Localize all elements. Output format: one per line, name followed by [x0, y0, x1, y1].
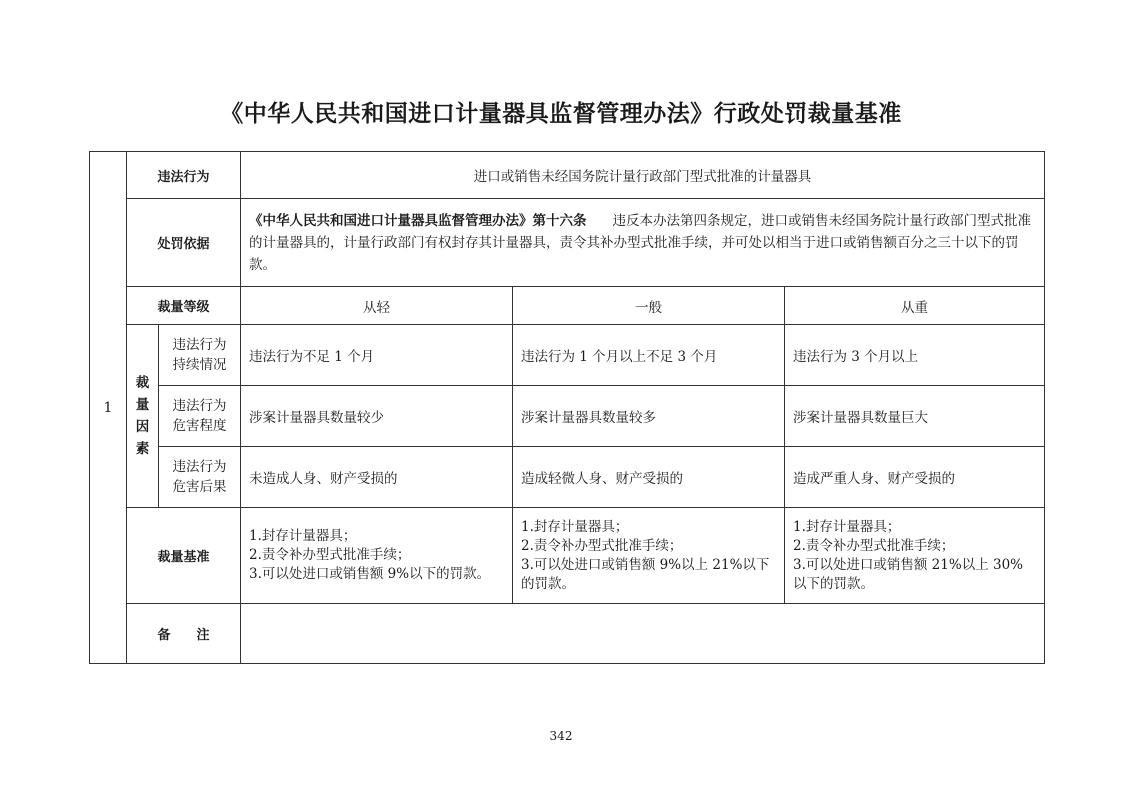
basis-body: 违反本办法第四条规定，进口或销售未经国务院计量行政部门型式批准的计量器具的，计量行政部门有权封存其计量器具，责令其补办型式批准手续，并可处以相当于进口或销售额百分之三十以下的罚款。	[249, 212, 1032, 273]
factor-severity-light: 涉案计量器具数量较少	[241, 386, 513, 447]
factor-consequence-general: 造成轻微人身、财产受损的	[513, 447, 785, 508]
factor-group-label: 裁 量 因 素	[127, 325, 159, 508]
level-light: 从轻	[241, 287, 513, 325]
remarks-row	[90, 604, 1045, 664]
standard-row	[90, 508, 1045, 604]
factor-label-consequence: 违法行为 危害后果	[159, 447, 241, 508]
violation-label: 违法行为	[127, 152, 241, 199]
factor-consequence-heavy: 造成严重人身、财产受损的	[785, 447, 1045, 508]
remarks-value	[241, 604, 1045, 664]
basis-label: 处罚依据	[127, 199, 241, 287]
standard-label: 裁量基准	[127, 508, 241, 604]
standard-light: 1.封存计量器具； 2.责令补办型式批准手续； 3.可以处进口或销售额 9%以下的罚款。	[241, 508, 513, 604]
basis-text	[241, 199, 1045, 287]
basis-law-reference: 《中华人民共和国进口计量器具监督管理办法》第十六条	[249, 212, 587, 229]
row-number: 1	[90, 152, 127, 664]
factor-severity-general: 涉案计量器具数量较多	[513, 386, 785, 447]
factor-row	[90, 447, 1045, 508]
factor-row	[90, 325, 1045, 386]
factor-duration-heavy: 违法行为 3 个月以上	[785, 325, 1045, 386]
level-general: 一般	[513, 287, 785, 325]
factor-duration-general: 违法行为 1 个月以上不足 3 个月	[513, 325, 785, 386]
page-number: 342	[549, 729, 573, 743]
basis-row	[90, 199, 1045, 287]
factor-consequence-light: 未造成人身、财产受损的	[241, 447, 513, 508]
violation-value: 进口或销售未经国务院计量行政部门型式批准的计量器具	[241, 152, 1045, 199]
factor-severity-heavy: 涉案计量器具数量巨大	[785, 386, 1045, 447]
factor-label-severity: 违法行为 危害程度	[159, 386, 241, 447]
level-heavy: 从重	[785, 287, 1045, 325]
penalty-table	[89, 151, 1045, 664]
levels-label: 裁量等级	[127, 287, 241, 325]
standard-general: 1.封存计量器具； 2.责令补办型式批准手续； 3.可以处进口或销售额 9%以上 21%以下的罚款。	[513, 508, 785, 604]
factor-label-duration: 违法行为 持续情况	[159, 325, 241, 386]
document-title: 《中华人民共和国进口计量器具监督管理办法》行政处罚裁量基准	[220, 100, 902, 127]
standard-heavy: 1.封存计量器具； 2.责令补办型式批准手续； 3.可以处进口或销售额 21%以上 30%以下的罚款。	[785, 508, 1045, 604]
factor-row	[90, 386, 1045, 447]
levels-row	[90, 287, 1045, 325]
remarks-label: 备 注	[127, 604, 241, 664]
violation-row	[90, 152, 1045, 199]
factor-duration-light: 违法行为不足 1 个月	[241, 325, 513, 386]
